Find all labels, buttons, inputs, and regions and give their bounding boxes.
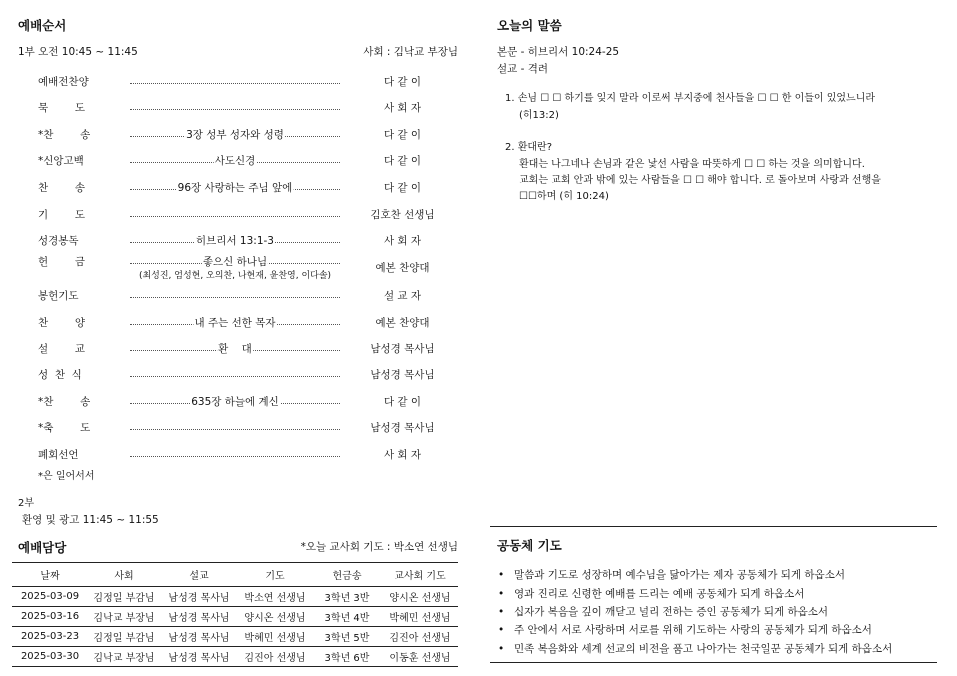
order-item-label: 찬 송 (38, 182, 85, 194)
service1-time: 1부 오전 10:45 ~ 11:45 (18, 46, 138, 58)
order-item-leader (130, 420, 340, 434)
question-2: 2. 환대란? (505, 142, 553, 153)
order-item-label: 묵 도 (38, 102, 85, 114)
order-item-leader-name: 다 같 이 (383, 396, 422, 408)
table-cell: 김정일 부감님 (88, 627, 160, 647)
prayer-text: 말씀과 기도로 성장하며 예수님을 닮아가는 제자 공동체가 되게 하옵소서 (514, 569, 845, 581)
table-cell: 김진아 선생님 (382, 627, 458, 647)
order-item-leader-name: 사 회 자 (383, 449, 422, 461)
table-cell: 김정일 부감님 (88, 587, 160, 607)
order-item-content: 히브리서 13:1-3 (196, 235, 274, 247)
order-item-label: 예배전찬양 (38, 76, 89, 88)
table-cell: 남성경 목사님 (160, 627, 238, 647)
duty-table (12, 562, 458, 667)
dotted-leader (130, 297, 340, 298)
dotted-leader (130, 216, 340, 217)
order-item-leader (130, 153, 340, 167)
order-row (0, 420, 470, 442)
bullet-icon: • (498, 643, 505, 655)
table-row (12, 647, 458, 667)
order-row (0, 367, 470, 389)
order-item-label: 폐회선언 (38, 449, 79, 461)
standing-note: *은 일어서서 (38, 471, 95, 482)
bullet-icon: • (498, 569, 505, 581)
order-item-leader (130, 394, 340, 408)
col-presider: 사회 (88, 563, 160, 587)
order-item-leader-name: 다 같 이 (383, 155, 422, 167)
col-date: 날짜 (12, 563, 88, 587)
order-item-content: 내 주는 선한 목자 (194, 317, 276, 329)
bullet-icon: • (498, 606, 505, 618)
bullet-icon: • (498, 588, 505, 600)
prayer-item (498, 586, 804, 601)
table-cell: 김낙교 부장님 (88, 607, 160, 627)
col-teacher-prayer: 교사회 기도 (382, 563, 458, 587)
order-row (0, 447, 470, 469)
order-row (0, 207, 470, 229)
service2-detail: 환영 및 광고 11:45 ~ 11:55 (22, 514, 159, 526)
order-item-label: 찬 양 (38, 317, 85, 329)
order-row (0, 180, 470, 202)
order-item-leader-name: 예본 찬양대 (375, 262, 430, 274)
table-cell: 3학년 4반 (312, 607, 382, 627)
order-item-leader (130, 207, 340, 221)
table-row (12, 587, 458, 607)
order-item-label: 성경봉독 (38, 235, 79, 247)
bullet-icon: • (498, 624, 505, 636)
order-item-leader (130, 288, 340, 302)
word-title: 오늘의 말씀 (497, 18, 562, 33)
order-item-label: *찬 송 (38, 396, 91, 408)
duty-title: 예배담당 (18, 540, 67, 555)
dotted-leader (130, 376, 340, 377)
table-cell: 박혜민 선생님 (238, 627, 312, 647)
order-row (0, 288, 470, 310)
order-item-label: 성 찬 식 (38, 369, 82, 381)
dotted-leader (130, 83, 340, 84)
col-prayer: 기도 (238, 563, 312, 587)
order-item-leader (130, 367, 340, 381)
sermon-title: 설교 - 격려 (497, 63, 549, 75)
order-item-label: *축 도 (38, 422, 91, 434)
order-item-leader-name: 남성경 목사님 (370, 343, 435, 355)
order-item-content: 635장 하늘에 계신 (191, 396, 279, 408)
prayer-title: 공동체 기도 (497, 538, 562, 553)
order-item-leader (130, 315, 340, 329)
col-offering-song: 헌금송 (312, 563, 382, 587)
order-item-leader-name: 사 회 자 (383, 102, 422, 114)
prayer-text: 영과 진리로 신령한 예배를 드리는 예배 공동체가 되게 하옵소서 (514, 588, 805, 600)
order-item-leader-name: 남성경 목사님 (370, 422, 435, 434)
order-item-leader-name: 사 회 자 (383, 235, 422, 247)
prayer-item (498, 622, 872, 637)
table-cell: 3학년 6반 (312, 647, 382, 667)
prayer-bottom-rule (490, 662, 937, 663)
order-title: 예배순서 (18, 18, 67, 33)
order-row (0, 153, 470, 175)
presider: 사회 : 김낙교 부장님 (363, 46, 458, 58)
order-item-leader-name: 설 교 자 (383, 290, 422, 302)
col-sermon: 설교 (160, 563, 238, 587)
order-item-leader (130, 180, 340, 194)
question-1: 1. 손님 ☐ ☐ 하기를 잊지 말라 이로써 부지중에 천사들을 ☐ ☐ 한 이들이 있었느니라 (505, 93, 876, 104)
order-item-content: 사도신경 (214, 155, 256, 167)
service2-label: 2부 (18, 498, 35, 509)
order-item-label: 기 도 (38, 209, 85, 221)
table-cell: 2025-03-09 (12, 587, 88, 607)
prayer-text: 십자가 복음을 깊이 깨닫고 널리 전하는 증인 공동체가 되게 하옵소서 (514, 606, 829, 618)
question-2-line-3: ☐☐하며 (히 10:24) (519, 191, 609, 202)
order-row (0, 127, 470, 149)
table-cell: 남성경 목사님 (160, 607, 238, 627)
table-cell: 이동훈 선생님 (382, 647, 458, 667)
order-item-label: 설 교 (38, 343, 85, 355)
duty-header-row (12, 563, 458, 587)
order-item-leader (130, 341, 340, 355)
order-row (0, 233, 470, 255)
order-row (0, 394, 470, 416)
order-item-leader-name: 예본 찬양대 (375, 317, 430, 329)
order-item-leader-name: 다 같 이 (383, 182, 422, 194)
table-cell: 3학년 3반 (312, 587, 382, 607)
dotted-leader (130, 429, 340, 430)
order-item-label: *찬 송 (38, 129, 91, 141)
order-item-leader (130, 127, 340, 141)
order-item-subtext: (최성진, 엄성현, 오의찬, 나현재, 윤찬영, 이다솔) (138, 271, 332, 281)
table-cell: 2025-03-30 (12, 647, 88, 667)
table-cell: 박혜민 선생님 (382, 607, 458, 627)
table-cell: 2025-03-16 (12, 607, 88, 627)
order-item-label: *신앙고백 (38, 155, 84, 167)
order-item-leader (130, 74, 340, 88)
order-item-leader-name: 남성경 목사님 (370, 369, 435, 381)
order-item-content: 좋으신 하나님 (202, 256, 268, 268)
prayer-item (498, 567, 845, 582)
order-row (0, 100, 470, 122)
order-item-content: 환 대 (218, 343, 252, 355)
question-1-ref: (히13:2) (519, 110, 559, 121)
order-item-label: 봉헌기도 (38, 290, 79, 302)
scripture-reference: 본문 - 히브리서 10:24-25 (497, 46, 620, 58)
prayer-top-rule (490, 526, 937, 527)
table-cell: 남성경 목사님 (160, 587, 238, 607)
prayer-item (498, 641, 892, 656)
order-row (0, 74, 470, 96)
dotted-leader (130, 109, 340, 110)
dotted-leader (130, 456, 340, 457)
table-cell: 김진아 선생님 (238, 647, 312, 667)
prayer-text: 주 안에서 서로 사랑하며 서로를 위해 기도하는 사랑의 공동체가 되게 하옵소서 (514, 624, 872, 636)
order-item-leader (130, 254, 340, 281)
order-item-leader (130, 233, 340, 247)
table-cell: 양시온 선생님 (382, 587, 458, 607)
table-cell: 3학년 5반 (312, 627, 382, 647)
table-cell: 김낙교 부장님 (88, 647, 160, 667)
table-cell: 남성경 목사님 (160, 647, 238, 667)
table-cell: 양시온 선생님 (238, 607, 312, 627)
order-item-leader-name: 김호찬 선생님 (370, 209, 435, 221)
table-row (12, 607, 458, 627)
question-2-line-2: 교회는 교회 안과 밖에 있는 사람들을 ☐ ☐ 해야 합니다. 로 돌아보며 사랑과 선행을 (519, 175, 881, 186)
question-2-line-1: 환대는 나그네나 손님과 같은 낯선 사람을 따뜻하게 ☐ ☐ 하는 것을 의미합니다. (519, 159, 865, 170)
table-cell: 2025-03-23 (12, 627, 88, 647)
order-item-leader (130, 100, 340, 114)
order-row (0, 315, 470, 337)
order-item-leader-name: 다 같 이 (383, 76, 422, 88)
order-row (0, 341, 470, 363)
order-item-label: 헌 금 (38, 256, 85, 268)
order-item-leader-name: 다 같 이 (383, 129, 422, 141)
order-row (0, 254, 470, 281)
prayer-item (498, 604, 828, 619)
teacher-prayer-note: *오늘 교사회 기도 : 박소연 선생님 (300, 541, 458, 553)
table-cell: 박소연 선생님 (238, 587, 312, 607)
prayer-text: 민족 복음화와 세계 선교의 비전을 품고 나아가는 천국일꾼 공동체가 되게 하옵소서 (514, 643, 893, 655)
table-row (12, 627, 458, 647)
order-item-leader (130, 447, 340, 461)
order-item-content: 3장 성부 성자와 성령 (186, 129, 284, 141)
order-item-content: 96장 사랑하는 주님 앞에 (177, 182, 293, 194)
